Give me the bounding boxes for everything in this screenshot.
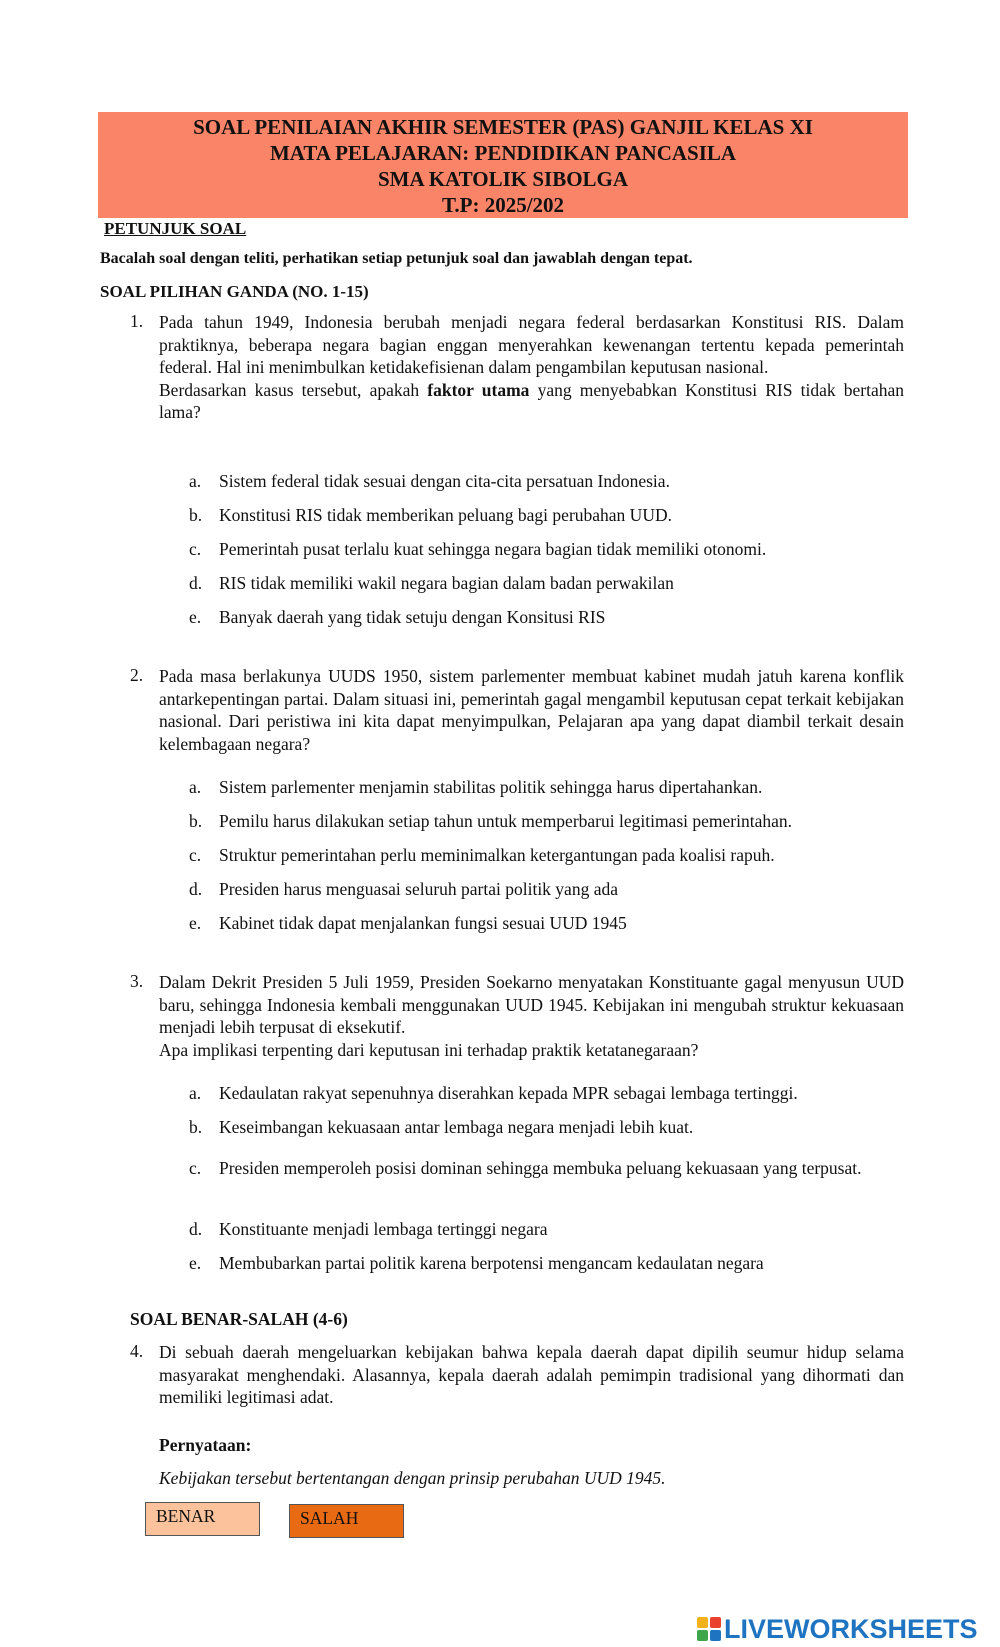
salah-button[interactable]: SALAH xyxy=(289,1504,404,1538)
question-text xyxy=(159,971,904,1061)
document-header xyxy=(98,112,908,218)
instructions-heading: PETUNJUK SOAL xyxy=(104,219,247,238)
option[interactable]: d. Presiden harus menguasai seluruh partai politik yang ada xyxy=(189,879,618,899)
header-title-line: SOAL PENILAIAN AKHIR SEMESTER (PAS) GANJIL KELAS XI xyxy=(193,115,813,139)
option[interactable]: a. Kedaulatan rakyat sepenuhnya diserahkan kepada MPR sebagai lembaga tertinggi. xyxy=(189,1083,798,1103)
question-text: Pada masa berlakunya UUDS 1950, sistem parlementer membuat kabinet mudah jatuh karena konflik antarkepentingan partai. Dalam situasi ini, pemerintah gagal mengambil keputusan cepat terkait kebijakan nasional. Dari peristiwa ini kita dapat menyimpulkan, Pelajaran apa yang dapat diambil terkait desain kelembagaan negara? xyxy=(159,666,904,754)
statement-text: Kebijakan tersebut bertentangan dengan prinsip perubahan UUD 1945. xyxy=(159,1468,666,1488)
question-stem: Dalam Dekrit Presiden 5 Juli 1959, Presiden Soekarno menyatakan Konstituante gagal menyusun UUD baru, sehingga Indonesia kembali menggunakan UUD 1945. Kebijakan ini mengubah struktur kekuasaan menjadi lebih terpusat di eksekutif. xyxy=(159,972,904,1037)
logo-text: LIVEWORKSHEETS xyxy=(724,1613,978,1644)
header-school-line: SMA KATOLIK SIBOLGA xyxy=(377,167,629,191)
header-year-line: T.P: 2025/202 xyxy=(441,193,565,217)
option[interactable]: d. RIS tidak memiliki wakil negara bagian dalam badan perwakilan xyxy=(189,573,674,593)
question-stem: Pada tahun 1949, Indonesia berubah menjadi negara federal berdasarkan Konstitusi RIS. Dalam praktiknya, beberapa negara bagian enggan menyerahkan kewenangan tertentu kepada pemerintah federal. Hal ini menimbulkan ketidakefisienan dalam pengambilan keputusan nasional. xyxy=(159,312,904,377)
option[interactable]: e. Banyak daerah yang tidak setuju dengan Konsitusi RIS xyxy=(189,607,606,627)
option[interactable]: c. Struktur pemerintahan perlu meminimalkan ketergantungan pada koalisi rapuh. xyxy=(189,845,775,865)
instructions-text: Bacalah soal dengan teliti, perhatikan setiap petunjuk soal dan jawablah dengan tepat. xyxy=(100,250,693,267)
benar-button[interactable]: BENAR xyxy=(145,1502,260,1536)
option[interactable]: e. Kabinet tidak dapat menjalankan fungsi sesuai UUD 1945 xyxy=(189,913,627,933)
options-list xyxy=(189,777,889,947)
question-text xyxy=(159,311,904,424)
liveworksheets-logo-icon xyxy=(697,1617,721,1641)
question-text: Di sebuah daerah mengeluarkan kebijakan bahwa kepala daerah dapat dipilih seumur hidup selama masyarakat menghendaki. Alasannya, kepala daerah adalah pemimpin tradisional yang dihormati dan memiliki legitimasi adat. xyxy=(159,1342,904,1407)
question-number: 4. xyxy=(130,1341,144,1361)
question-number: 1. xyxy=(130,311,144,331)
option[interactable]: a. Sistem parlementer menjamin stabilitas politik sehingga harus dipertahankan. xyxy=(189,777,763,797)
true-false-section-title: SOAL BENAR-SALAH (4-6) xyxy=(130,1309,348,1329)
header-subject-line: MATA PELAJARAN: PENDIDIKAN PANCASILA xyxy=(269,141,737,165)
option[interactable]: b. Pemilu harus dilakukan setiap tahun untuk memperbarui legitimasi pemerintahan. xyxy=(189,811,792,831)
statement-label: Pernyataan: xyxy=(159,1435,252,1455)
question-number: 2. xyxy=(130,665,144,685)
options-list xyxy=(189,471,889,641)
question-prompt: Berdasarkan kasus tersebut, apakah faktor utama yang menyebabkan Konstitusi RIS tidak bertahan lama? xyxy=(159,379,904,422)
option[interactable]: b. Keseimbangan kekuasaan antar lembaga negara menjadi lebih kuat. xyxy=(189,1117,694,1137)
multiple-choice-section-title: SOAL PILIHAN GANDA (NO. 1-15) xyxy=(100,282,369,301)
option[interactable]: c. Presiden memperoleh posisi dominan sehingga membuka peluang kekuasaan yang terpusat. xyxy=(189,1158,862,1178)
option[interactable]: b. Konstitusi RIS tidak memberikan peluang bagi perubahan UUD. xyxy=(189,505,672,525)
option[interactable]: d. Konstituante menjadi lembaga tertinggi negara xyxy=(189,1219,548,1239)
option[interactable]: c. Pemerintah pusat terlalu kuat sehingga negara bagian tidak memiliki otonomi. xyxy=(189,539,767,559)
options-list xyxy=(189,1083,907,1287)
option[interactable]: a. Sistem federal tidak sesuai dengan cita-cita persatuan Indonesia. xyxy=(189,471,670,491)
question-prompt: Apa implikasi terpenting dari keputusan ini terhadap praktik ketatanegaraan? xyxy=(159,1039,699,1060)
question-number: 3. xyxy=(130,971,144,991)
liveworksheets-logo xyxy=(697,1614,978,1644)
option[interactable]: e. Membubarkan partai politik karena berpotensi mengancam kedaulatan negara xyxy=(189,1253,764,1273)
